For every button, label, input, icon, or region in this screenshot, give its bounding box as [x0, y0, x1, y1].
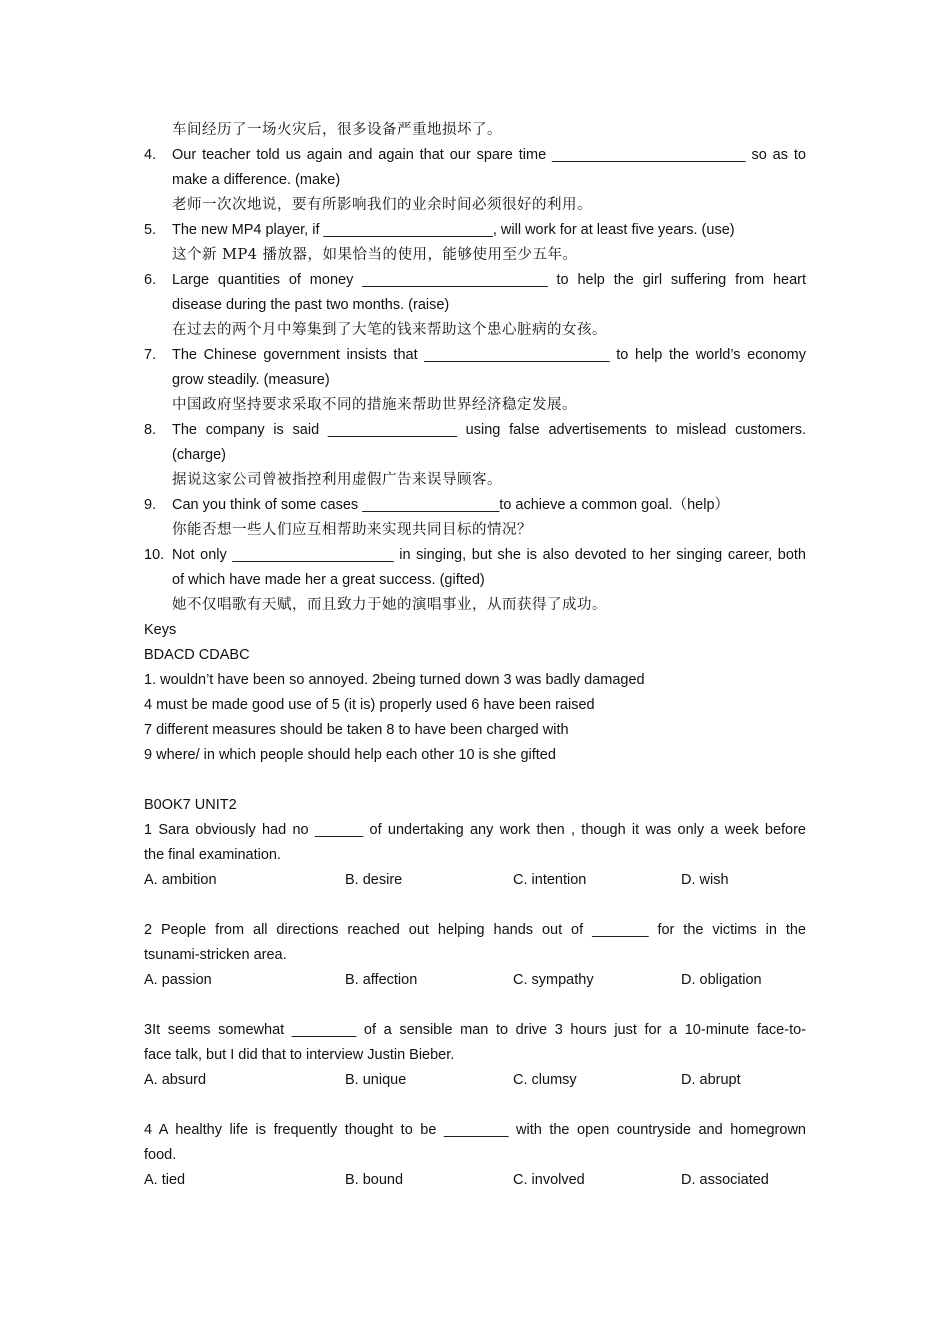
item-english-line1: Our teacher told us again and again that our spare time ________________________ so as to [172, 147, 806, 163]
q3-chinese-translation: 车间经历了一场火灾后，很多设备严重地损坏了。 [172, 122, 502, 138]
answer-options [144, 868, 806, 893]
option-a: A. ambition [144, 872, 217, 888]
item-english-line1: The new MP4 player, if _____________________, will work for at least five years. (use) [172, 222, 735, 238]
item-english-line1: Large quantities of money _______________________ to help the girl suffering from heart [172, 272, 806, 288]
item-chinese: 在过去的两个月中筹集到了大笔的钱来帮助这个患心脏病的女孩。 [172, 322, 607, 338]
answer-options [144, 1168, 806, 1193]
question-line1: 2 People from all directions reached out helping hands out of _______ for the victims in the [144, 922, 806, 938]
option-d: D. obligation [681, 972, 762, 988]
option-c: C. involved [513, 1172, 585, 1188]
item-chinese: 这个新 MP4 播放器，如果恰当的使用，能够使用至少五年。 [172, 247, 578, 263]
item-chinese: 老师一次次地说，要有所影响我们的业余时间必须很好的利用。 [172, 197, 592, 213]
mc-question-4 [144, 1118, 806, 1193]
item-english-line2: (charge) [172, 447, 226, 463]
translation-item-7 [144, 343, 806, 368]
unit2-heading: B0OK7 UNIT2 [144, 797, 237, 813]
item-chinese: 据说这家公司曾被指控利用虚假广告来误导顾客。 [172, 472, 502, 488]
option-b: B. affection [345, 972, 418, 988]
mc-question-3 [144, 1018, 806, 1093]
item-english-line1: Can you think of some cases _________________to achieve a common goal.（help） [172, 497, 730, 513]
translation-item-4 [144, 143, 806, 168]
option-b: B. unique [345, 1072, 407, 1088]
spacer [144, 993, 806, 1018]
document-page [144, 118, 806, 1193]
item-number: 4. [144, 147, 157, 163]
question-line2: the final examination. [144, 847, 282, 863]
item-chinese: 中国政府坚持要求采取不同的措施来帮助世界经济稳定发展。 [172, 397, 577, 413]
item-english-line2: of which have made her a great success. (gifted) [172, 572, 485, 588]
item-english-line2: grow steadily. (measure) [172, 372, 330, 388]
answer-options [144, 968, 806, 993]
answer-options [144, 1068, 806, 1093]
translation-item-10 [144, 543, 806, 568]
keys-heading: Keys [144, 622, 177, 638]
spacer [144, 893, 806, 918]
translation-item-5 [144, 218, 806, 243]
question-line1: 3It seems somewhat ________ of a sensible man to drive 3 hours just for a 10-minute face-to- [144, 1022, 806, 1038]
item-number: 8. [144, 422, 157, 438]
option-c: C. intention [513, 872, 587, 888]
question-line1: 4 A healthy life is frequently thought to be ________ with the open countryside and homegrown [144, 1122, 806, 1138]
item-number: 7. [144, 347, 157, 363]
keys-choice-answers: BDACD CDABC [144, 647, 250, 663]
option-a: A. tied [144, 1172, 186, 1188]
question-line2: face talk, but I did that to interview Justin Bieber. [144, 1047, 455, 1063]
item-chinese: 她不仅唱歌有天赋，而且致力于她的演唱事业，从而获得了成功。 [172, 597, 607, 613]
item-number: 6. [144, 272, 157, 288]
translation-item-8 [144, 418, 806, 443]
item-english-line2: disease during the past two months. (raise) [172, 297, 450, 313]
keys-line: 4 must be made good use of 5 (it is) properly used 6 have been raised [144, 697, 595, 713]
translation-item-6 [144, 268, 806, 293]
item-number: 5. [144, 222, 157, 238]
option-a: A. passion [144, 972, 212, 988]
translation-item-9 [144, 493, 806, 518]
spacer [144, 1093, 806, 1118]
item-chinese: 你能否想一些人们应互相帮助来实现共同目标的情况？ [172, 522, 532, 538]
option-c: C. clumsy [513, 1072, 577, 1088]
spacer [144, 768, 806, 793]
item-english-line1: The Chinese government insists that _______________________ to help the world’s economy [172, 347, 806, 363]
option-b: B. bound [345, 1172, 404, 1188]
keys-line: 9 where/ in which people should help each other 10 is she gifted [144, 747, 556, 763]
question-line1: 1 Sara obviously had no ______ of undertaking any work then , though it was only a week before [144, 822, 806, 838]
item-english-line2: make a difference. (make) [172, 172, 341, 188]
item-english-line1: The company is said ________________ using false advertisements to mislead customers. [172, 422, 806, 438]
option-b: B. desire [345, 872, 403, 888]
option-a: A. absurd [144, 1072, 207, 1088]
option-c: C. sympathy [513, 972, 594, 988]
option-d: D. associated [681, 1172, 769, 1188]
keys-line: 1. wouldn’t have been so annoyed. 2being turned down 3 was badly damaged [144, 672, 645, 688]
keys-line: 7 different measures should be taken 8 to have been charged with [144, 722, 569, 738]
item-number: 10. [144, 547, 165, 563]
question-line2: food. [144, 1147, 177, 1163]
mc-question-2 [144, 918, 806, 993]
mc-question-1 [144, 818, 806, 893]
option-d: D. wish [681, 872, 729, 888]
option-d: D. abrupt [681, 1072, 741, 1088]
item-english-line1: Not only ____________________ in singing, but she is also devoted to her singing career, both [172, 547, 806, 563]
item-number: 9. [144, 497, 157, 513]
question-line2: tsunami-stricken area. [144, 947, 287, 963]
